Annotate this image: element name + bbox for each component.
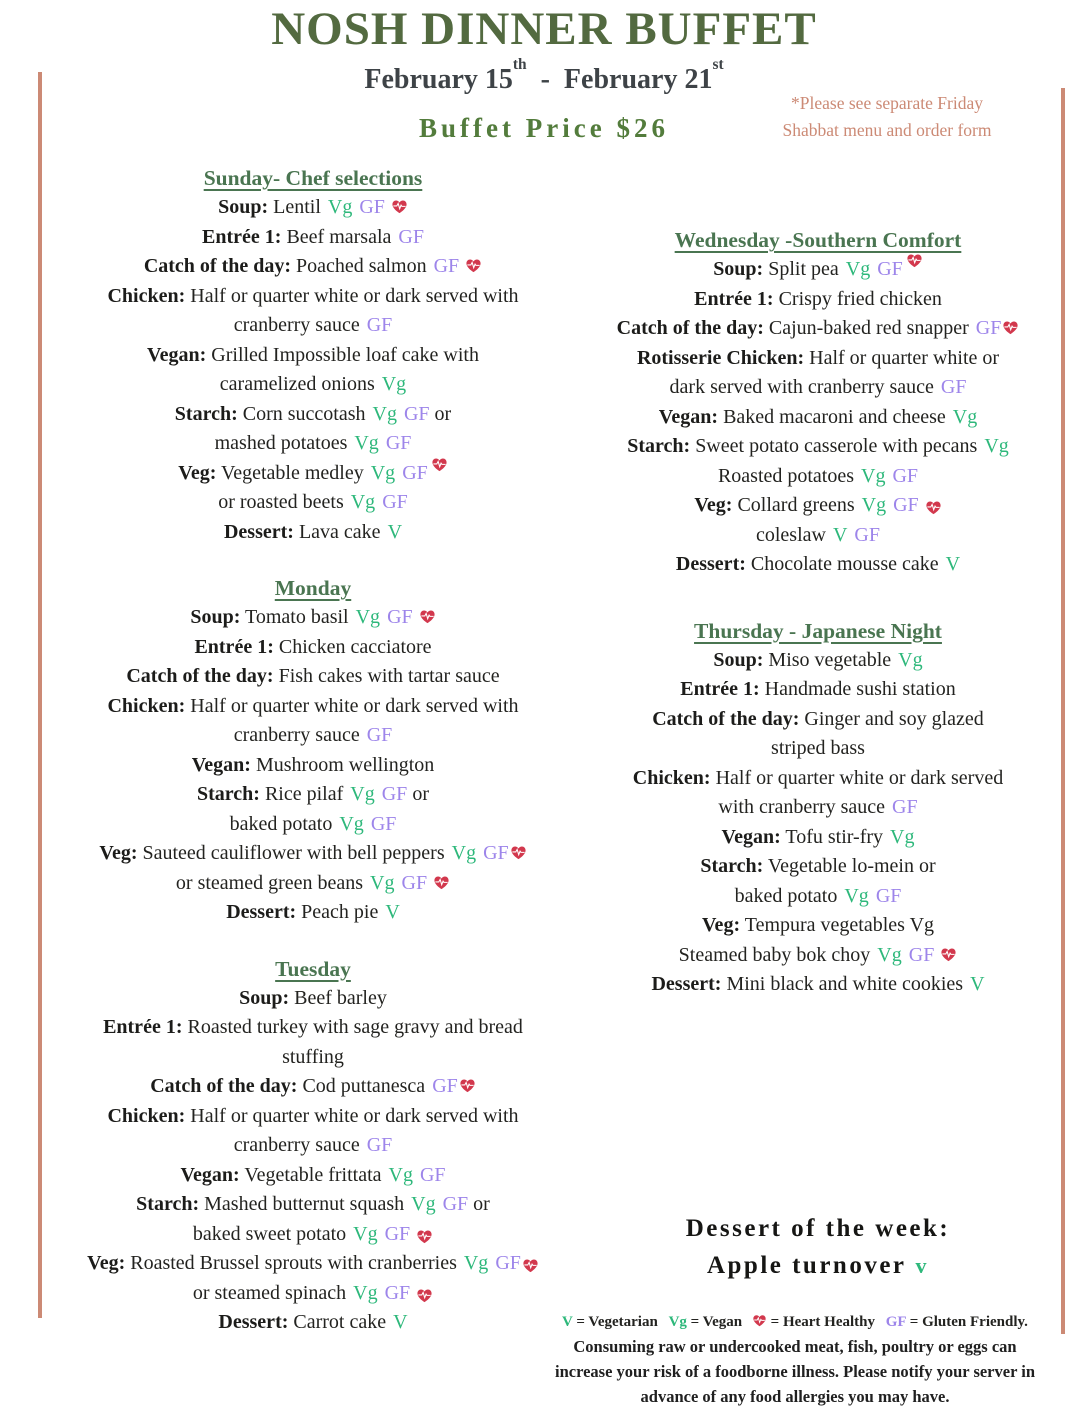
gluten-friendly-tag: GF (366, 314, 393, 336)
gluten-friendly-tag: GF (495, 1252, 521, 1274)
menu-line (582, 793, 1054, 823)
gluten-friendly-tag: GF (402, 461, 428, 484)
heart-healthy-icon (391, 194, 408, 224)
vegan-tag: Vg (355, 606, 381, 628)
item-text: Poached salmon (291, 255, 427, 277)
day-section (582, 225, 1054, 580)
item-label: Catch of the day: (616, 317, 764, 339)
menu-line (582, 911, 1054, 941)
vegetarian-tag: V (945, 553, 961, 575)
menu-line (582, 941, 1054, 971)
menu-line (28, 341, 598, 371)
item-text: mashed potatoes (214, 432, 348, 454)
vegan-tag: Vg (411, 1193, 436, 1215)
item-text: Lava cake (293, 520, 381, 543)
menu-line (582, 314, 1054, 344)
item-text: Miso vegetable (763, 648, 892, 671)
shabbat-note-line2: Shabbat menu and order form (782, 120, 992, 141)
gluten-friendly-tag: GF (892, 464, 919, 487)
menu-line (582, 852, 1054, 882)
vegan-tag: Vg (370, 461, 396, 484)
gluten-friendly-tag: GF (381, 783, 408, 805)
menu-line (582, 705, 1054, 735)
menu-line (28, 459, 598, 489)
item-label: Catch of the day: (150, 1075, 298, 1097)
gluten-friendly-tag: GF (442, 1193, 469, 1215)
gluten-friendly-tag: GF (419, 1163, 446, 1186)
item-label: Soup: (713, 648, 764, 671)
item-label: Veg: (701, 914, 741, 936)
vegan-tag: Vg (354, 432, 379, 454)
item-text: Sweet potato casserole with pecans (690, 435, 978, 457)
item-label: Catch of the day: (126, 665, 274, 687)
item-text: Tofu stir-fry (780, 825, 884, 848)
day-heading: Monday (274, 576, 352, 600)
menu-line (582, 521, 1054, 551)
date-ordinal-th: th (512, 56, 527, 74)
menu-line (582, 675, 1054, 705)
item-text: caramelized onions (219, 373, 375, 395)
item-label: Veg: (99, 842, 138, 864)
item-text: Collard greens (732, 494, 855, 516)
day-section (28, 573, 598, 928)
item-label: Veg: (87, 1252, 126, 1274)
item-label: Dessert: (675, 553, 746, 575)
menu-line (28, 488, 598, 518)
vegetarian-tag: V (970, 973, 985, 995)
shabbat-note-line1: *Please see separate Friday (791, 93, 983, 113)
legend-note-line: increase your risk of a foodborne illness. Please notify your server in (554, 1362, 1035, 1381)
legend-note (540, 1334, 1050, 1408)
menu-line (582, 403, 1054, 433)
menu-line (28, 751, 598, 781)
vegan-tag: Vg (370, 871, 395, 894)
day-heading: Wednesday -Southern Comfort (674, 228, 962, 252)
vegan-tag: Vg (898, 648, 923, 671)
item-text: = Vegan (686, 1314, 746, 1330)
vegan-tag: Vg (668, 1314, 687, 1330)
gluten-friendly-tag: GF (885, 1314, 907, 1330)
page-title: NOSH DINNER BUFFET (271, 3, 817, 55)
gluten-friendly-tag: GF (384, 1281, 411, 1304)
gluten-friendly-tag: GF (893, 494, 919, 516)
item-label: Entrée 1: (694, 287, 774, 310)
vegan-tag: Vg (877, 943, 902, 966)
heart-healthy-icon (522, 1253, 539, 1283)
menu-column-left (28, 163, 598, 1364)
item-text: Grilled Impossible loaf cake with (206, 343, 479, 366)
vegetarian-tag: v (915, 1253, 930, 1278)
menu-line (582, 255, 1054, 285)
menu-line (28, 898, 598, 928)
menu-line (582, 734, 1054, 764)
item-text: Cajun-baked red snapper (763, 317, 969, 339)
gluten-friendly-tag: GF (401, 871, 428, 894)
menu-line (28, 1161, 598, 1191)
heart-healthy-icon (419, 604, 436, 634)
menu-line (582, 823, 1054, 853)
menu-line (28, 633, 598, 663)
item-text: Mushroom wellington (250, 753, 435, 776)
legend-note-line: Consuming raw or undercooked meat, fish, poultry or eggs can (573, 1337, 1017, 1356)
menu-line (582, 462, 1054, 492)
item-text: Chocolate mousse cake (745, 553, 939, 575)
menu-line (28, 721, 598, 751)
vegan-tag: Vg (327, 196, 353, 218)
menu-line (28, 193, 598, 223)
menu-line (28, 1279, 598, 1309)
item-text: or (407, 783, 429, 805)
item-label: Soup: (190, 606, 241, 628)
vegan-tag: Vg (861, 494, 887, 516)
item-text: Half or quarter white or (804, 346, 1000, 369)
item-label: Entrée 1: (202, 225, 282, 248)
menu-line (582, 646, 1054, 676)
menu-line (28, 1043, 598, 1073)
item-label: Starch: (136, 1193, 200, 1215)
menu-line (582, 373, 1054, 403)
gluten-friendly-tag: GF (385, 432, 412, 454)
item-text: coleslaw (755, 523, 826, 546)
item-label: Starch: (197, 783, 260, 805)
item-text: Cod puttanesca (297, 1075, 426, 1097)
vegetarian-tag: V (562, 1314, 573, 1330)
menu-line (28, 839, 598, 869)
gluten-friendly-tag: GF (403, 402, 430, 425)
day-heading: Tuesday (275, 956, 351, 981)
gluten-friendly-tag: GF (877, 258, 903, 280)
item-text: Tempura vegetables Vg (740, 914, 935, 936)
item-text: stuffing (282, 1045, 344, 1068)
gluten-friendly-tag: GF (370, 812, 397, 835)
item-label: Rotisserie Chicken: (636, 346, 805, 369)
item-label: Starch: (174, 402, 238, 425)
item-text: Beef marsala (281, 225, 392, 248)
item-label: Dessert: (218, 1311, 289, 1333)
item-text: Vegetable lo-mein or (763, 855, 936, 877)
vegan-tag: Vg (381, 373, 407, 395)
legend (540, 1310, 1050, 1408)
item-text: Half or quarter white or dark served with (185, 1104, 519, 1127)
item-text: or steamed green beans (175, 871, 364, 894)
heart-healthy-icon (416, 1224, 433, 1254)
day-section (28, 954, 598, 1338)
gluten-friendly-tag: GF (382, 491, 408, 513)
vegan-tag: Vg (984, 435, 1009, 457)
vegan-tag: Vg (353, 1222, 378, 1245)
item-text: = Heart Healthy (766, 1314, 879, 1330)
item-text: Half or quarter white or dark served with (185, 694, 519, 717)
item-text: Tomato basil (240, 606, 349, 628)
item-text: Sauteed cauliflower with bell peppers (137, 842, 445, 864)
item-label: Vegan: (658, 405, 719, 428)
menu-line (28, 252, 598, 282)
item-label: Soup: (239, 986, 290, 1009)
vegan-tag: Vg (451, 842, 477, 864)
item-text: Baked macaroni and cheese (718, 405, 946, 428)
item-text: Beef barley (289, 986, 387, 1009)
item-text: = Vegetarian (572, 1314, 662, 1330)
gluten-friendly-tag: GF (892, 796, 918, 818)
item-text: Roasted potatoes (717, 464, 855, 487)
vegan-tag: Vg (890, 825, 915, 848)
date-end: - February 21 (526, 64, 713, 95)
heart-healthy-icon (510, 840, 527, 870)
vegan-tag: Vg (845, 258, 871, 280)
heart-healthy-icon (925, 495, 942, 525)
item-label: Dessert: (651, 973, 722, 995)
right-border-line (1061, 88, 1065, 1334)
item-text: Fish cakes with tartar sauce (273, 665, 500, 687)
menu-line (28, 1308, 598, 1338)
menu-column-right (582, 225, 1054, 1036)
menu-line (28, 984, 598, 1014)
gluten-friendly-tag: GF (875, 884, 902, 907)
menu-line (28, 780, 598, 810)
heart-healthy-icon (752, 1311, 767, 1335)
vegan-tag: Vg (861, 464, 886, 487)
menu-line (28, 223, 598, 253)
item-label: Chicken: (107, 1104, 186, 1127)
vegan-tag: Vg (844, 884, 869, 907)
heart-healthy-icon (465, 253, 482, 283)
item-text: or (468, 1193, 490, 1215)
menu-line (28, 1131, 598, 1161)
item-label: Starch: (627, 435, 691, 457)
menu-line (28, 311, 598, 341)
item-text: Mini black and white cookies (721, 973, 964, 995)
item-label: Vegan: (191, 753, 251, 776)
item-label: Catch of the day: (143, 255, 292, 277)
item-text: Roasted Brussel sprouts with cranberries (125, 1252, 457, 1274)
item-label: Starch: (700, 855, 764, 877)
item-text: or steamed spinach (192, 1281, 347, 1304)
vegan-tag: Vg (350, 783, 375, 805)
item-text: Handmade sushi station (759, 678, 956, 700)
gluten-friendly-tag: GF (432, 1075, 458, 1097)
item-text: baked sweet potato (192, 1222, 347, 1245)
dessert-of-week (582, 1210, 1054, 1284)
vegan-tag: Vg (339, 812, 364, 835)
menu-line (28, 1249, 598, 1279)
item-text: Steamed baby bok choy (678, 943, 871, 966)
item-text: Crispy fried chicken (773, 287, 942, 310)
item-text: striped bass (771, 737, 865, 759)
item-label: Vegan: (147, 343, 207, 366)
gluten-friendly-tag: GF (483, 842, 509, 864)
item-text: Peach pie (296, 901, 379, 923)
vegan-tag: Vg (388, 1163, 413, 1186)
item-text: Half or quarter white or dark served with (185, 284, 519, 307)
item-label: Catch of the day: (652, 707, 800, 730)
gluten-friendly-tag: GF (433, 255, 460, 277)
vegan-tag: Vg (372, 402, 397, 425)
item-label: Dessert: (226, 901, 297, 923)
heart-healthy-icon (416, 1283, 433, 1313)
menu-line (28, 692, 598, 722)
menu-line (28, 1190, 598, 1220)
heart-healthy-icon (906, 248, 923, 278)
item-label: Veg: (694, 494, 733, 516)
item-text: Vegetable medley (216, 461, 364, 484)
menu-line (582, 970, 1054, 1000)
item-label: Entrée 1: (194, 635, 274, 658)
menu-line (28, 810, 598, 840)
item-text: Half or quarter white or dark served (710, 766, 1004, 789)
item-label: Entrée 1: (103, 1016, 183, 1038)
vegan-tag: Vg (350, 491, 376, 513)
menu-line (582, 882, 1054, 912)
gluten-friendly-tag: GF (387, 606, 413, 628)
day-section (28, 163, 598, 547)
menu-line (28, 662, 598, 692)
day-heading: Sunday- Chef selections (203, 166, 423, 190)
menu-line (28, 1220, 598, 1250)
item-text: Split pea (763, 258, 839, 280)
item-text: Lentil (268, 196, 321, 218)
menu-line (28, 1072, 598, 1102)
item-text: cranberry sauce (233, 314, 360, 336)
menu-line (582, 550, 1054, 580)
menu-line (28, 1102, 598, 1132)
menu-line (582, 432, 1054, 462)
dessert-of-week-item (582, 1247, 1054, 1284)
gluten-friendly-tag: GF (359, 196, 385, 218)
item-text: cranberry sauce (233, 724, 360, 746)
day-section (582, 616, 1054, 1000)
gluten-friendly-tag: GF (366, 1134, 393, 1156)
heart-healthy-icon (459, 1073, 476, 1103)
dessert-of-week-heading: Dessert of the week: (685, 1215, 951, 1242)
menu-line (28, 400, 598, 430)
heart-healthy-icon (433, 870, 450, 900)
item-text: Rice pilaf (259, 783, 344, 805)
menu-line (28, 282, 598, 312)
vegan-tag: Vg (952, 405, 978, 428)
vegan-tag: Vg (353, 1281, 378, 1304)
vegetarian-tag: V (387, 520, 403, 543)
menu-line (28, 603, 598, 633)
item-text: Roasted turkey with sage gravy and bread (182, 1016, 523, 1038)
menu-line (28, 869, 598, 899)
legend-key-line (540, 1310, 1050, 1334)
item-text: baked potato (229, 812, 333, 835)
item-text: baked potato (734, 884, 838, 907)
gluten-friendly-tag: GF (384, 1222, 411, 1245)
item-label: Veg: (178, 461, 217, 484)
dessert-item-text: Apple turnover (706, 1252, 907, 1279)
item-text: with cranberry sauce (718, 796, 885, 818)
shabbat-note (744, 90, 1030, 144)
item-label: Entrée 1: (680, 678, 760, 700)
vegetarian-tag: V (832, 523, 848, 546)
vegan-tag: Vg (463, 1252, 489, 1274)
item-text: Mashed butternut squash (199, 1193, 405, 1215)
item-text: Carrot cake (288, 1311, 387, 1333)
gluten-friendly-tag: GF (854, 523, 880, 546)
menu-line (582, 491, 1054, 521)
gluten-friendly-tag: GF (975, 317, 1002, 339)
vegetarian-tag: V (393, 1311, 408, 1333)
gluten-friendly-tag: GF (940, 376, 967, 398)
menu-line (582, 764, 1054, 794)
heart-healthy-icon (1002, 315, 1019, 345)
item-text: or roasted beets (218, 491, 344, 513)
item-label: Chicken: (107, 284, 186, 307)
item-text: cranberry sauce (233, 1134, 360, 1156)
gluten-friendly-tag: GF (366, 724, 393, 746)
day-heading: Thursday - Japanese Night (694, 618, 942, 643)
menu-line (28, 518, 598, 548)
item-text: Chicken cacciatore (273, 635, 432, 658)
gluten-friendly-tag: GF (398, 225, 424, 248)
item-label: Vegan: (180, 1163, 240, 1186)
item-text: = Gluten Friendly. (906, 1314, 1028, 1330)
menu-line (582, 344, 1054, 374)
legend-note-line: advance of any food allergies you may have. (640, 1387, 950, 1406)
item-label: Vegan: (721, 825, 781, 848)
menu-line (582, 285, 1054, 315)
date-ordinal-st: st (712, 56, 724, 74)
item-text: or (429, 402, 452, 425)
menu-line (28, 1013, 598, 1043)
item-text: Vegetable frittata (239, 1163, 382, 1186)
vegetarian-tag: V (385, 901, 400, 923)
item-text: dark served with cranberry sauce (669, 376, 934, 398)
item-label: Chicken: (107, 694, 186, 717)
item-label: Soup: (713, 258, 764, 280)
item-text: Ginger and soy glazed (799, 707, 984, 730)
item-label: Soup: (218, 196, 269, 218)
item-text: Corn succotash (237, 402, 366, 425)
gluten-friendly-tag: GF (908, 943, 935, 966)
menu-line (28, 429, 598, 459)
menu-line (28, 370, 598, 400)
item-label: Chicken: (632, 766, 711, 789)
date-start: February 15 (364, 64, 513, 95)
heart-healthy-icon (940, 942, 957, 972)
heart-healthy-icon (431, 452, 448, 482)
buffet-price: Buffet Price $26 (419, 113, 669, 143)
item-label: Dessert: (223, 520, 294, 543)
